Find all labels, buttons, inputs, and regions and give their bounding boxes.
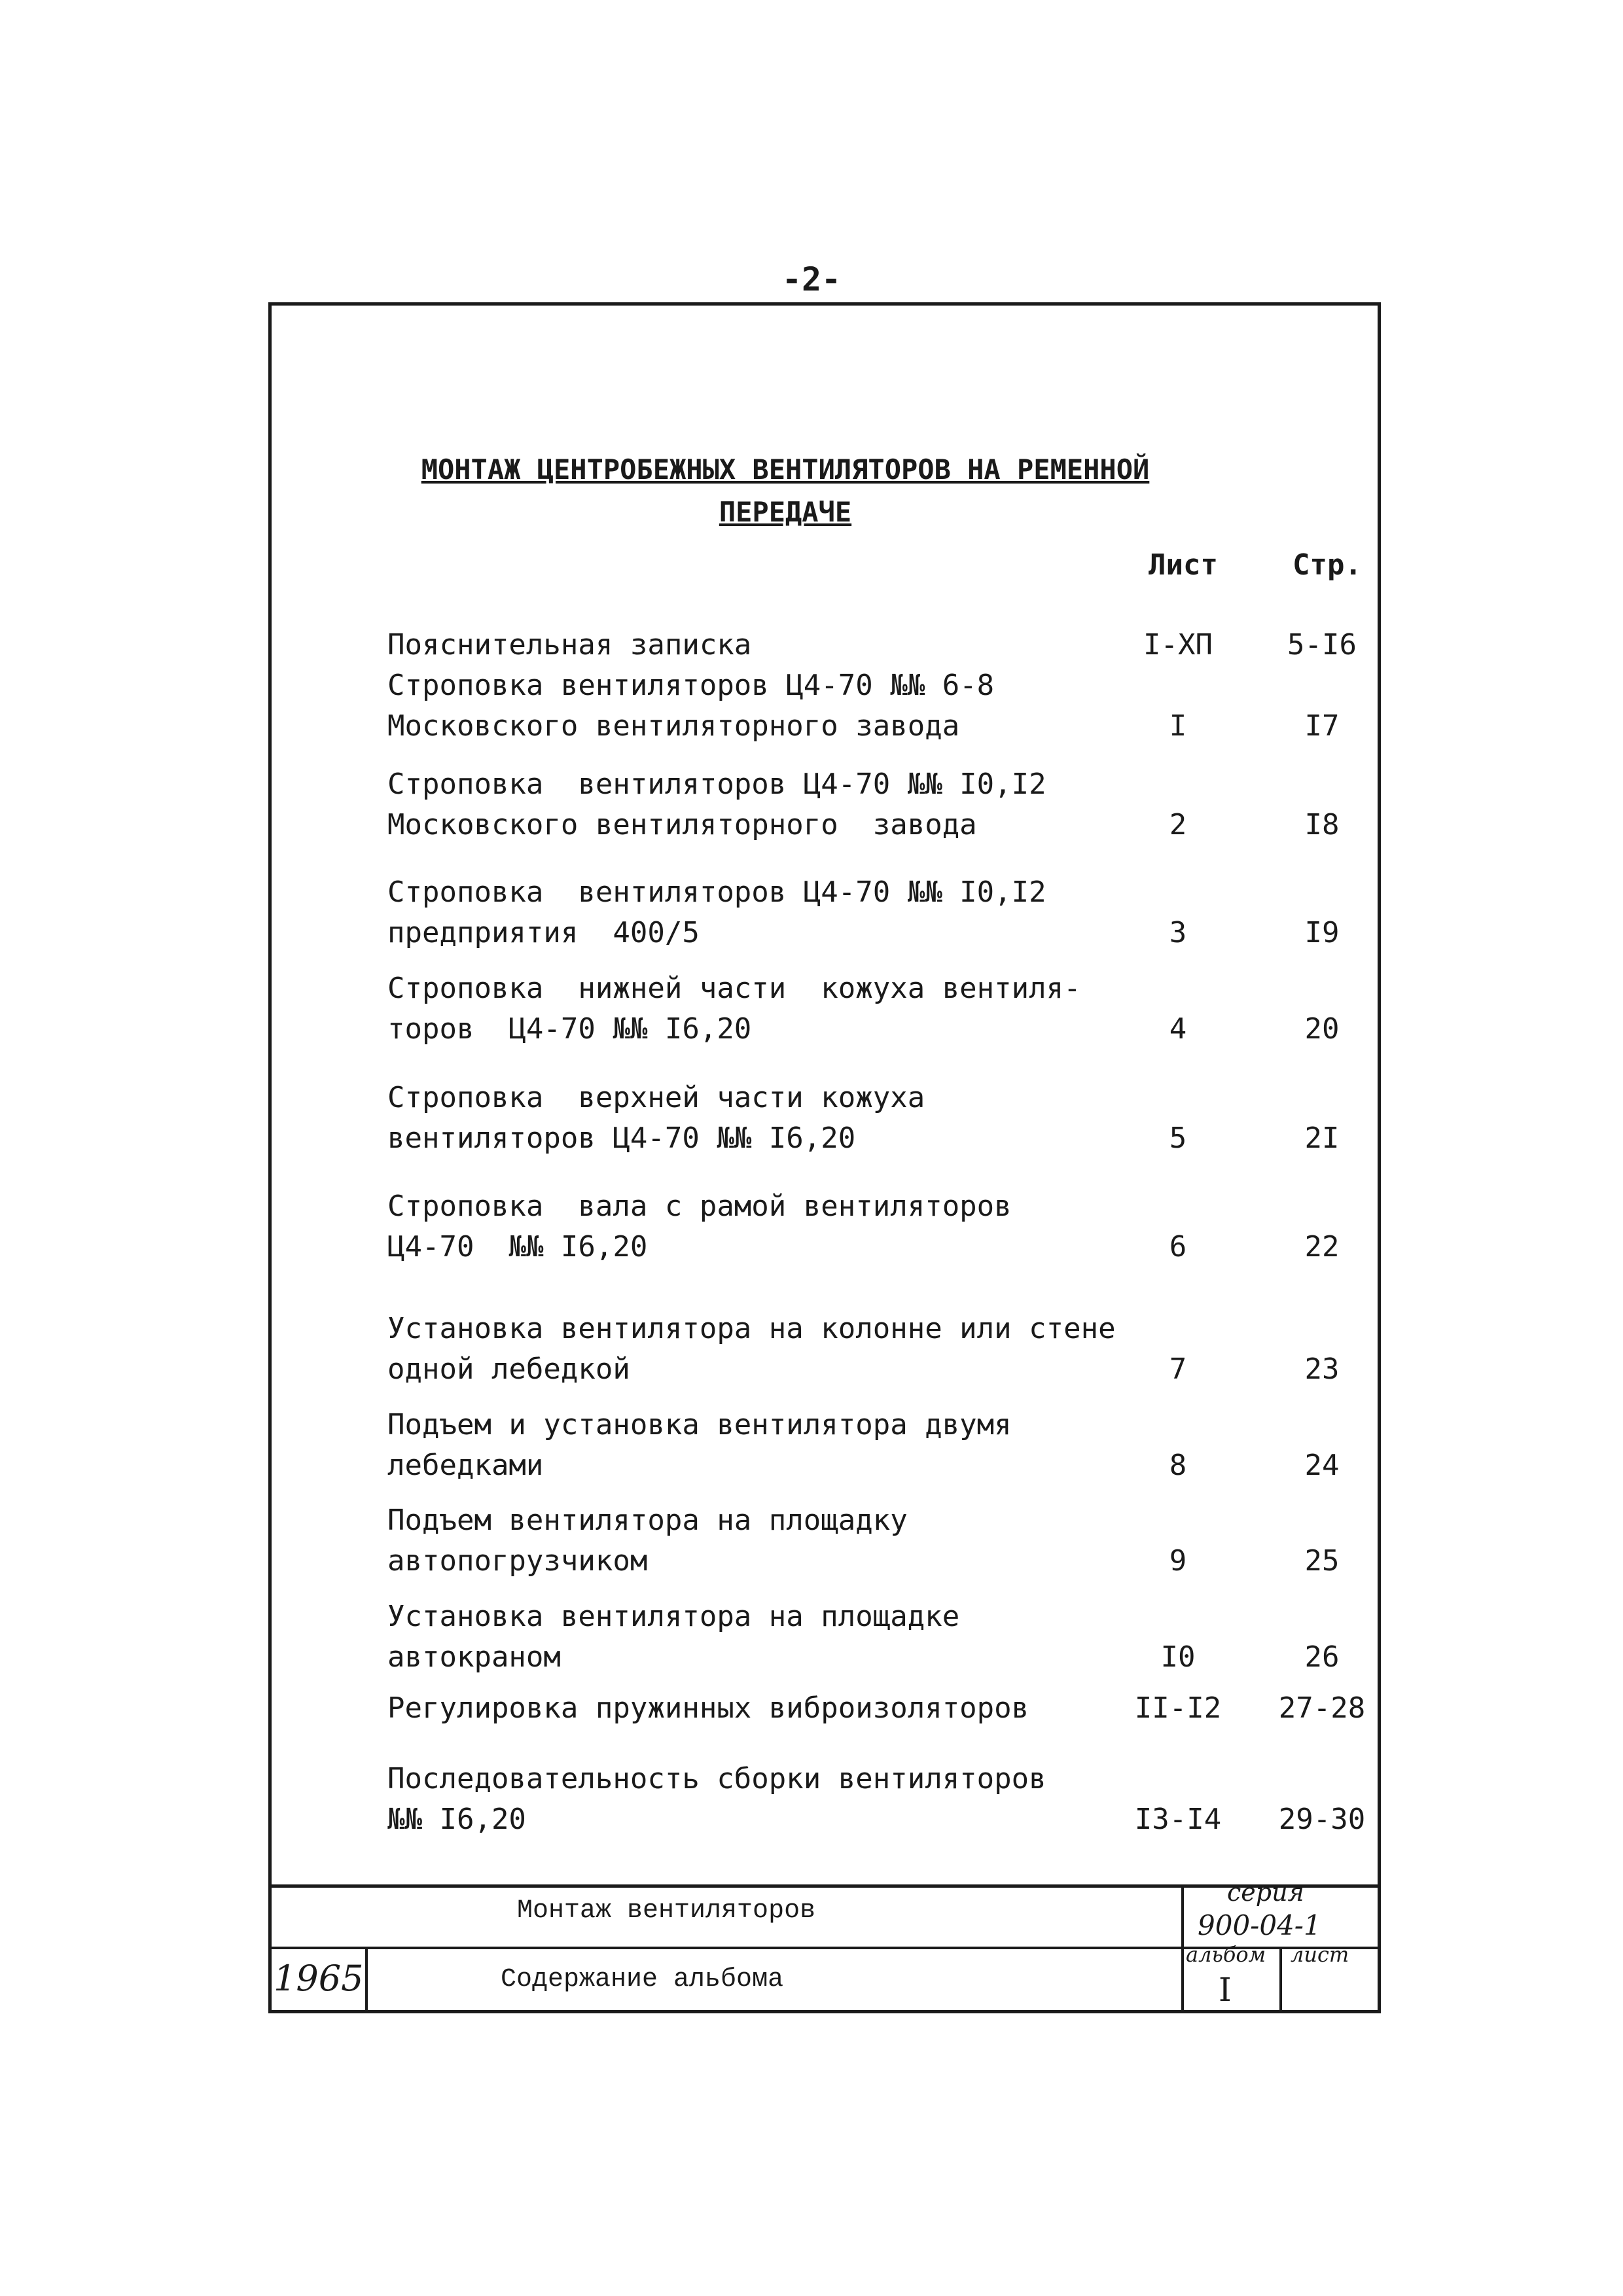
entry-page: 29-30 bbox=[1278, 1803, 1366, 1836]
entry-page: 27-28 bbox=[1278, 1691, 1366, 1725]
title-block-title: Монтаж вентиляторов bbox=[517, 1896, 816, 1926]
title-block-divider bbox=[365, 1947, 368, 2013]
entry-text: Строповка вентиляторов Ц4-70 №№ I0,I2 Московского вентиляторного завода bbox=[387, 768, 1046, 841]
column-header-sheet: Лист bbox=[1149, 548, 1218, 582]
entry-page: 20 bbox=[1304, 1012, 1340, 1046]
entry-sheet: I bbox=[1169, 709, 1187, 743]
page-number: -2- bbox=[781, 260, 842, 298]
document-title bbox=[288, 448, 1283, 533]
entry-page: 5-I6 bbox=[1287, 628, 1357, 662]
title-block-album-label: альбом bbox=[1186, 1942, 1266, 1967]
entry-text: Строповка нижней части кожуха вентиля- торов Ц4-70 №№ I6,20 bbox=[387, 972, 1081, 1046]
entry-sheet: 3 bbox=[1169, 916, 1187, 949]
toc-entry bbox=[387, 1186, 1369, 1267]
toc-entry bbox=[387, 625, 1369, 665]
toc-entry bbox=[387, 1309, 1369, 1390]
entry-sheet: I0 bbox=[1160, 1640, 1196, 1674]
entry-sheet: 5 bbox=[1169, 1122, 1187, 1155]
entry-sheet: II-I2 bbox=[1134, 1691, 1222, 1725]
entry-sheet: 9 bbox=[1169, 1544, 1187, 1578]
entry-sheet: I-XП bbox=[1143, 628, 1213, 662]
entry-page: I8 bbox=[1304, 808, 1340, 841]
entry-text: Пояснительная записка bbox=[387, 628, 752, 662]
entry-page: 22 bbox=[1304, 1230, 1340, 1263]
title-line-1: МОНТАЖ ЦЕНТРОБЕЖНЫХ ВЕНТИЛЯТОРОВ НА РЕМЕННОЙ bbox=[421, 453, 1150, 486]
entry-text: Установка вентилятора на площадке автокраном bbox=[387, 1600, 960, 1674]
toc-entry bbox=[387, 1500, 1369, 1581]
title-block-album-value: I bbox=[1219, 1971, 1232, 2009]
toc-entry bbox=[387, 968, 1369, 1050]
entry-page: I9 bbox=[1304, 916, 1340, 949]
title-block-sheet-label: лист bbox=[1291, 1942, 1349, 1967]
toc-entry bbox=[387, 872, 1369, 953]
column-header-page: Стр. bbox=[1293, 548, 1362, 582]
entry-text: Строповка вентиляторов Ц4-70 №№ 6-8 Московского вентиляторного завода bbox=[387, 669, 995, 743]
title-block-year: 1965 bbox=[274, 1958, 364, 1999]
entry-page: 25 bbox=[1304, 1544, 1340, 1578]
toc-entry bbox=[387, 1597, 1369, 1678]
entry-text: Последовательность сборки вентиляторов №№ I6,20 bbox=[387, 1762, 1046, 1836]
entry-sheet: 4 bbox=[1169, 1012, 1187, 1046]
title-block-series-value: 900-04-1 bbox=[1198, 1909, 1321, 1941]
toc-entry bbox=[387, 764, 1369, 845]
entry-page: 24 bbox=[1304, 1449, 1340, 1482]
toc-entry bbox=[387, 1688, 1369, 1729]
entry-page: I7 bbox=[1304, 709, 1340, 743]
entry-sheet: I3-I4 bbox=[1134, 1803, 1222, 1836]
title-block-subtitle: Содержание альбома bbox=[501, 1965, 784, 1994]
toc-entry bbox=[387, 1078, 1369, 1159]
title-block-divider bbox=[1279, 1947, 1282, 2013]
toc-entry bbox=[387, 1405, 1369, 1486]
entry-text: Регулировка пружинных виброизоляторов bbox=[387, 1691, 1029, 1725]
entry-text: Строповка вала с рамой вентиляторов Ц4-70 №№ I6,20 bbox=[387, 1190, 1012, 1263]
entry-sheet: 2 bbox=[1169, 808, 1187, 841]
toc-entry bbox=[387, 665, 1369, 747]
entry-page: 23 bbox=[1304, 1352, 1340, 1386]
entry-text: Строповка верхней части кожуха вентиляторов Ц4-70 №№ I6,20 bbox=[387, 1081, 925, 1155]
toc-entry bbox=[387, 1759, 1369, 1840]
entry-text: Подъем вентилятора на площадку автопогрузчиком bbox=[387, 1504, 908, 1578]
title-block-divider bbox=[1181, 1884, 1184, 2013]
entry-text: Строповка вентиляторов Ц4-70 №№ I0,I2 предприятия 400/5 bbox=[387, 875, 1046, 949]
entry-text: Установка вентилятора на колонне или стене одной лебедкой bbox=[387, 1312, 1116, 1386]
entry-sheet: 7 bbox=[1169, 1352, 1187, 1386]
entry-sheet: 6 bbox=[1169, 1230, 1187, 1263]
title-block-series-label: серия bbox=[1227, 1878, 1304, 1907]
entry-page: 26 bbox=[1304, 1640, 1340, 1674]
title-line-2: ПЕРЕДАЧЕ bbox=[719, 496, 852, 528]
entry-page: 2I bbox=[1304, 1122, 1340, 1155]
entry-sheet: 8 bbox=[1169, 1449, 1187, 1482]
entry-text: Подъем и установка вентилятора двумя лебедками bbox=[387, 1408, 1012, 1482]
